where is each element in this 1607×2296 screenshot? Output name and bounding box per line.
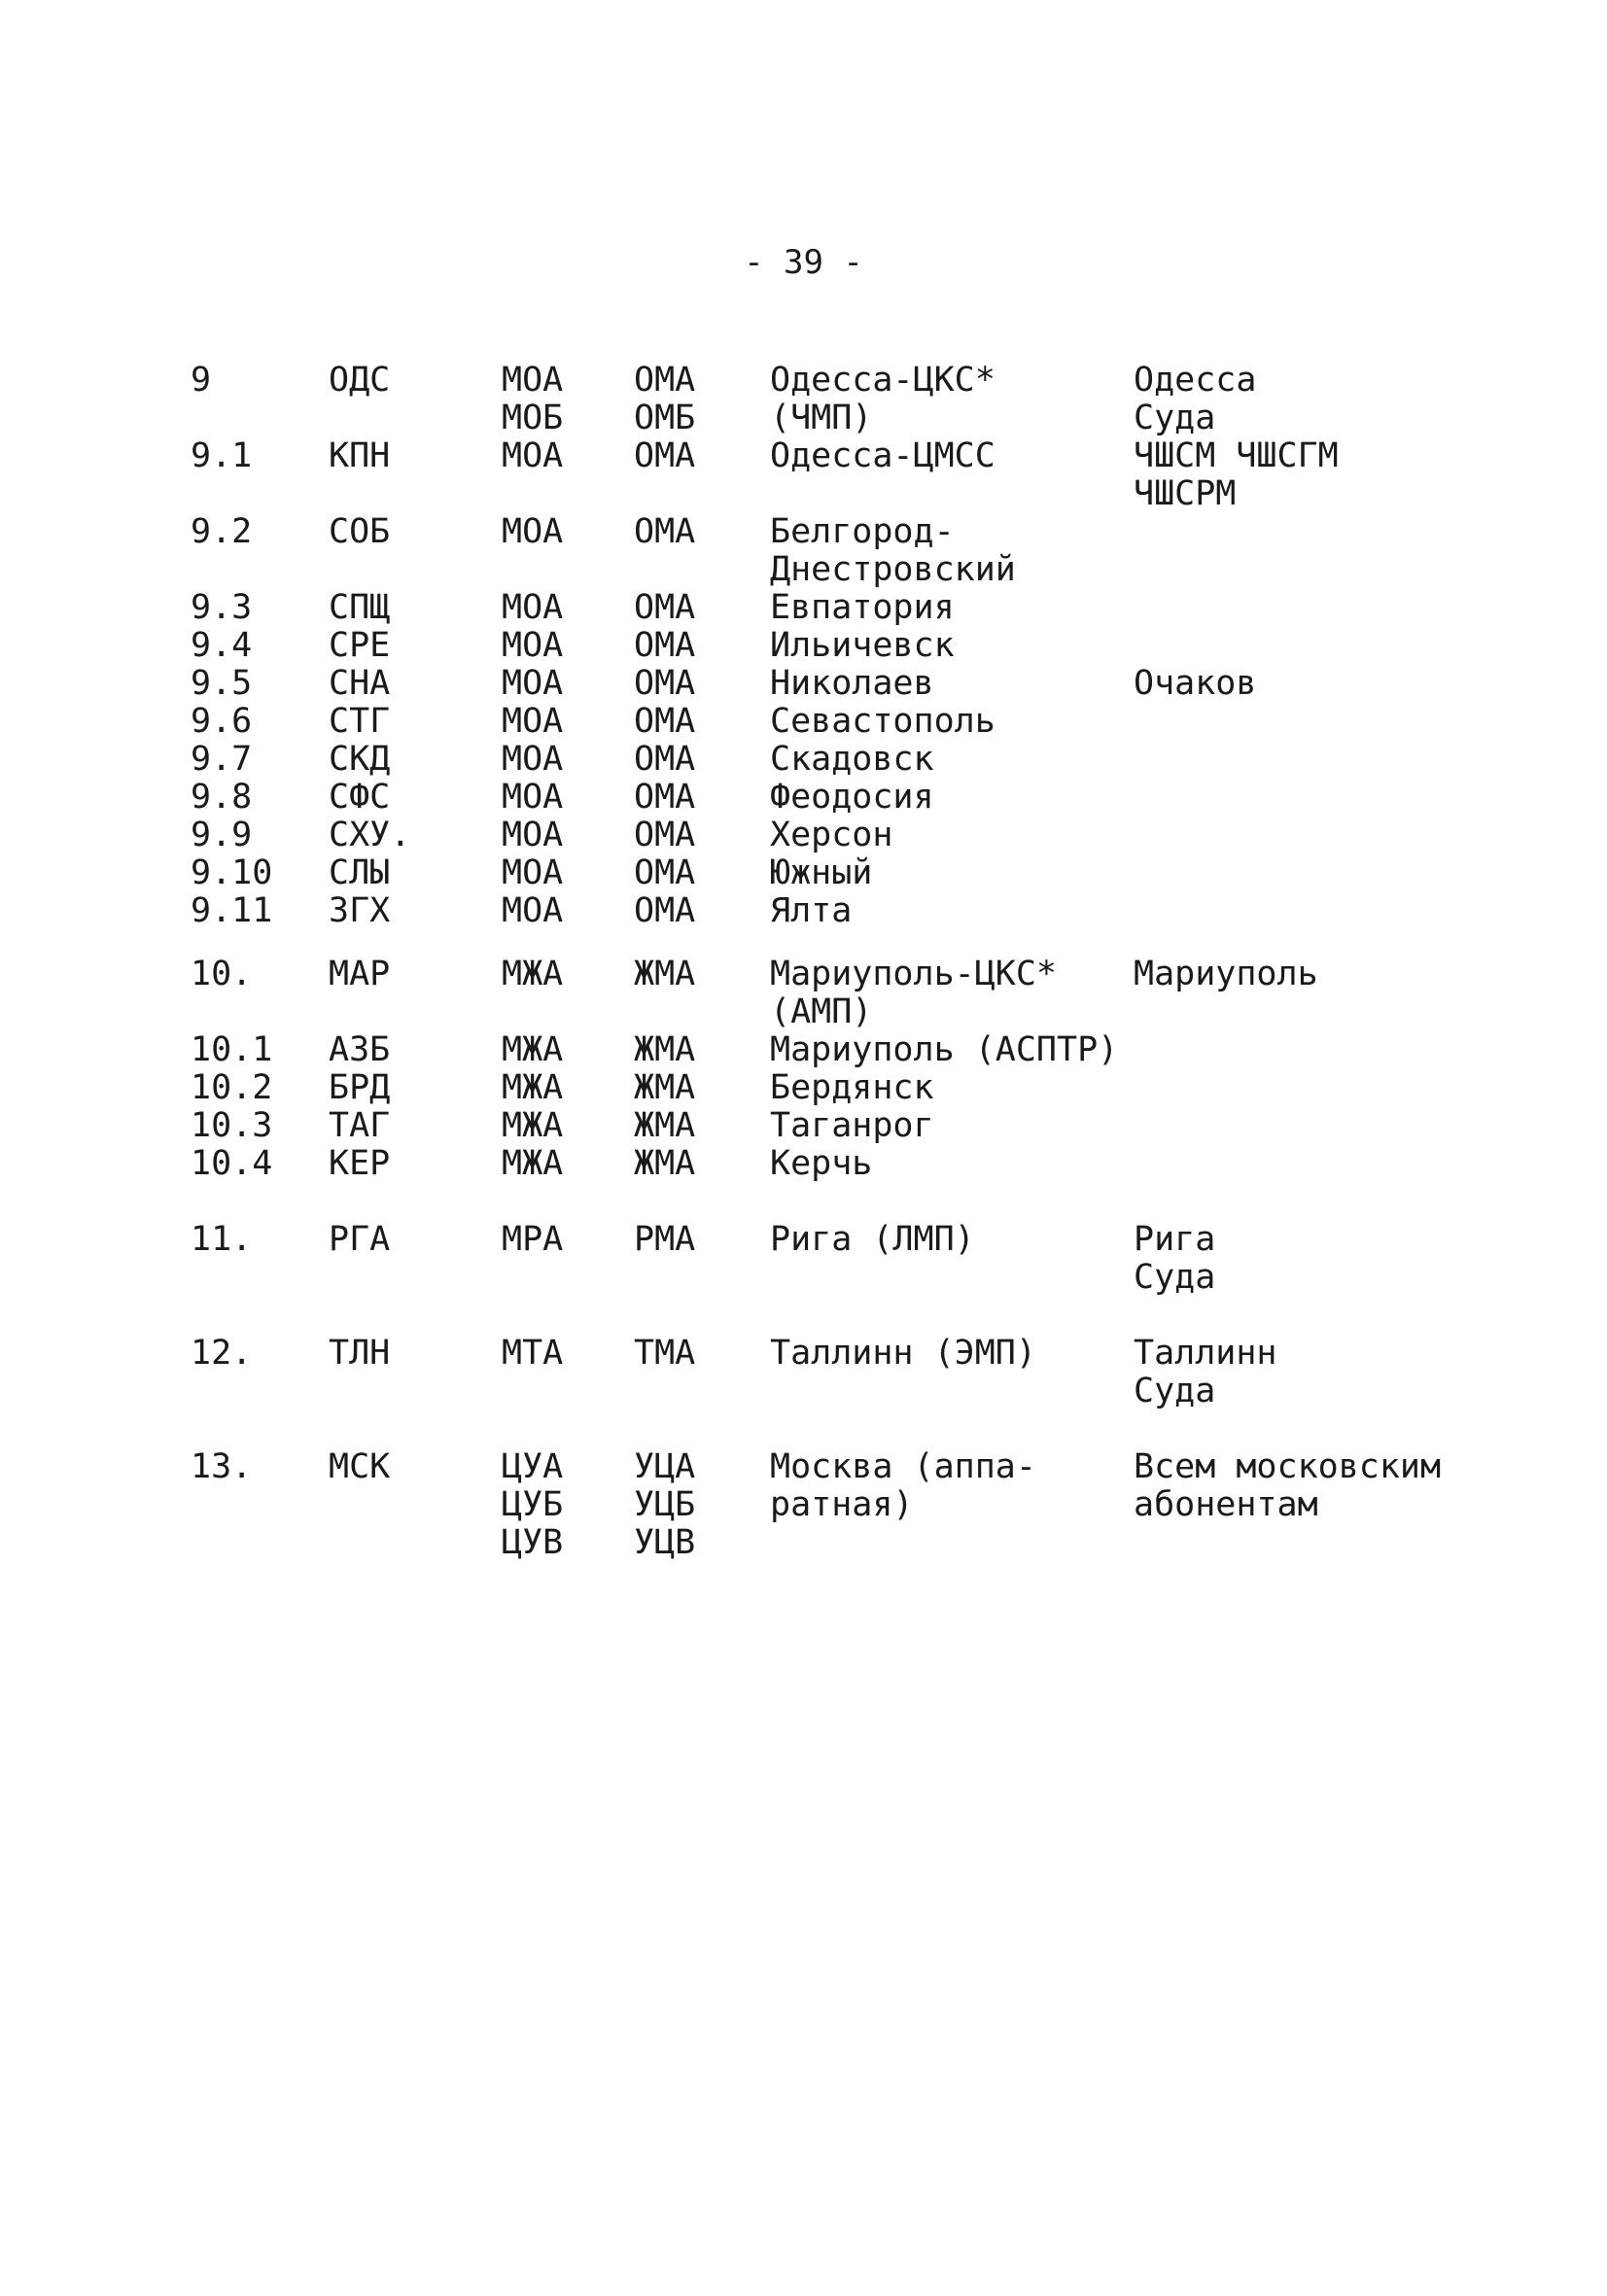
station-name-line: Южный xyxy=(770,853,873,892)
destination-line: ЧШСРМ xyxy=(1134,474,1237,513)
call-sign-2-line: ОМА xyxy=(634,891,696,930)
station-table xyxy=(0,362,1607,1562)
station-name xyxy=(770,741,934,779)
destination-line: абонентам xyxy=(1134,1485,1318,1524)
station-name-line: Днестровский xyxy=(770,550,1016,589)
table-row xyxy=(0,1107,1607,1145)
call-sign-2 xyxy=(634,1221,695,1259)
call-sign-1 xyxy=(502,362,563,437)
item-number: 9.8 xyxy=(191,778,253,817)
item-number: 10.1 xyxy=(191,1030,273,1069)
call-sign-2-line: ОМА xyxy=(634,512,696,551)
call-sign-2 xyxy=(634,665,695,703)
item-number: 9.11 xyxy=(191,891,273,930)
destination-line: Всем московским xyxy=(1134,1447,1442,1486)
call-sign-1-line: МТА xyxy=(502,1334,564,1373)
station-name xyxy=(770,1221,975,1259)
item-number: 9.1 xyxy=(191,436,253,475)
station-name xyxy=(770,854,872,892)
station-name-line: Ильичевск xyxy=(770,626,955,665)
table-row xyxy=(0,1031,1607,1069)
station-name-line: Ялта xyxy=(770,891,853,930)
call-sign-1-line: МОА xyxy=(502,702,564,741)
call-sign-2 xyxy=(634,589,695,627)
item-number: 12. xyxy=(191,1334,253,1373)
station-name-line: Мариуполь-ЦКС* xyxy=(770,955,1058,993)
table-row xyxy=(0,1145,1607,1183)
call-sign-1 xyxy=(502,1145,563,1183)
table-row xyxy=(0,1221,1607,1297)
station-name xyxy=(770,1145,872,1183)
station-name-line: Одесса-ЦКС* xyxy=(770,361,996,400)
station-name xyxy=(770,362,996,437)
station-name xyxy=(770,437,996,475)
destination xyxy=(1134,956,1318,993)
call-sign-2-line: ОМБ xyxy=(634,399,696,437)
item-number: 9 xyxy=(191,361,212,400)
item-number: 9.7 xyxy=(191,740,253,779)
call-sign-2 xyxy=(634,627,695,665)
station-name xyxy=(770,665,934,703)
destination-line: Суда xyxy=(1134,1258,1216,1297)
call-sign-1-line: МЖА xyxy=(502,1068,564,1107)
call-sign-1-line: ЦУА xyxy=(502,1447,564,1486)
station-code: ЗГХ xyxy=(329,891,391,930)
table-row xyxy=(0,513,1607,589)
call-sign-1 xyxy=(502,956,563,993)
call-sign-1 xyxy=(502,854,563,892)
call-sign-2 xyxy=(634,1069,695,1107)
station-code: СРЕ xyxy=(329,626,391,665)
call-sign-1-line: МЖА xyxy=(502,955,564,993)
table-row xyxy=(0,437,1607,513)
station-code: СТГ xyxy=(329,702,391,741)
call-sign-2 xyxy=(634,1335,695,1373)
destination-line: Одесса xyxy=(1134,361,1257,400)
table-row xyxy=(0,627,1607,665)
call-sign-1 xyxy=(502,892,563,930)
call-sign-1-line: МОА xyxy=(502,361,564,400)
station-name-line: Николаев xyxy=(770,664,934,703)
destination xyxy=(1134,665,1256,703)
station-name xyxy=(770,1448,1036,1524)
call-sign-1-line: МЖА xyxy=(502,1144,564,1183)
destination-line: Таллинн xyxy=(1134,1334,1277,1373)
station-name xyxy=(770,1069,934,1107)
call-sign-2-line: ТМА xyxy=(634,1334,696,1373)
call-sign-1 xyxy=(502,703,563,741)
call-sign-1 xyxy=(502,741,563,779)
call-sign-1 xyxy=(502,589,563,627)
station-name xyxy=(770,1107,934,1145)
call-sign-2 xyxy=(634,1448,695,1562)
call-sign-2-line: ОМА xyxy=(634,626,696,665)
item-number: 10.2 xyxy=(191,1068,273,1107)
station-name xyxy=(770,779,934,817)
call-sign-1 xyxy=(502,627,563,665)
table-row xyxy=(0,854,1607,892)
table-row xyxy=(0,817,1607,854)
station-name xyxy=(770,589,955,627)
call-sign-1-line: МОА xyxy=(502,740,564,779)
table-row xyxy=(0,362,1607,437)
station-code: СПЩ xyxy=(329,588,391,627)
station-code: КПН xyxy=(329,436,391,475)
call-sign-1 xyxy=(502,513,563,551)
destination xyxy=(1134,437,1339,513)
call-sign-1-line: МОА xyxy=(502,626,564,665)
destination-line: Очаков xyxy=(1134,664,1257,703)
destination xyxy=(1134,1335,1277,1410)
destination-line: Суда xyxy=(1134,399,1216,437)
call-sign-1-line: МОА xyxy=(502,588,564,627)
call-sign-2-line: ОМА xyxy=(634,853,696,892)
call-sign-2-line: ЖМА xyxy=(634,1144,696,1183)
table-row xyxy=(0,956,1607,1031)
station-code: СОБ xyxy=(329,512,391,551)
station-name xyxy=(770,703,996,741)
item-number: 10.3 xyxy=(191,1106,273,1145)
item-number: 9.4 xyxy=(191,626,253,665)
page-number: - 39 - xyxy=(744,243,863,282)
call-sign-1 xyxy=(502,1448,563,1562)
call-sign-2-line: ЖМА xyxy=(634,955,696,993)
table-row xyxy=(0,589,1607,627)
call-sign-1 xyxy=(502,1069,563,1107)
call-sign-1 xyxy=(502,817,563,854)
call-sign-2 xyxy=(634,779,695,817)
item-number: 11. xyxy=(191,1220,253,1259)
call-sign-2-line: УЦБ xyxy=(634,1485,696,1524)
call-sign-1 xyxy=(502,779,563,817)
table-row xyxy=(0,1335,1607,1410)
station-name-line: Москва (аппа- xyxy=(770,1447,1036,1486)
station-name xyxy=(770,817,892,854)
station-code: КЕР xyxy=(329,1144,391,1183)
item-number: 13. xyxy=(191,1447,253,1486)
call-sign-2-line: ОМА xyxy=(634,436,696,475)
call-sign-1-line: МРА xyxy=(502,1220,564,1259)
station-name-line: Рига (ЛМП) xyxy=(770,1220,975,1259)
call-sign-2-line: РМА xyxy=(634,1220,696,1259)
station-name-line: (АМП) xyxy=(770,992,873,1031)
station-code: АЗБ xyxy=(329,1030,391,1069)
call-sign-2-line: ОМА xyxy=(634,361,696,400)
call-sign-2 xyxy=(634,854,695,892)
station-code: БРД xyxy=(329,1068,391,1107)
item-number: 9.5 xyxy=(191,664,253,703)
station-code: ТЛН xyxy=(329,1334,391,1373)
call-sign-1-line: МОА xyxy=(502,512,564,551)
table-row xyxy=(0,665,1607,703)
station-name xyxy=(770,956,1057,1031)
call-sign-2-line: УЦВ xyxy=(634,1523,696,1562)
call-sign-2-line: ОМА xyxy=(634,740,696,779)
call-sign-1-line: ЦУБ xyxy=(502,1485,564,1524)
call-sign-2 xyxy=(634,956,695,993)
station-code: РГА xyxy=(329,1220,391,1259)
destination-line: Суда xyxy=(1134,1372,1216,1410)
station-code: СХУ. xyxy=(329,816,411,854)
call-sign-2 xyxy=(634,1031,695,1069)
station-name xyxy=(770,1031,1118,1069)
station-code: СФС xyxy=(329,778,391,817)
call-sign-2-line: ЖМА xyxy=(634,1068,696,1107)
station-name-line: Феодосия xyxy=(770,778,934,817)
destination-line: Мариуполь xyxy=(1134,955,1318,993)
call-sign-1-line: МОА xyxy=(502,891,564,930)
station-code: СЛЫ xyxy=(329,853,391,892)
call-sign-2 xyxy=(634,741,695,779)
item-number: 10. xyxy=(191,955,253,993)
station-name-line: (ЧМП) xyxy=(770,399,873,437)
station-name-line: Евпатория xyxy=(770,588,955,627)
call-sign-1 xyxy=(502,437,563,475)
table-row xyxy=(0,1448,1607,1562)
call-sign-2-line: ОМА xyxy=(634,588,696,627)
call-sign-1 xyxy=(502,1221,563,1259)
call-sign-2 xyxy=(634,1107,695,1145)
call-sign-2-line: УЦА xyxy=(634,1447,696,1486)
station-name-line: ратная) xyxy=(770,1485,914,1524)
item-number: 9.3 xyxy=(191,588,253,627)
station-code: МАР xyxy=(329,955,391,993)
station-name-line: Скадовск xyxy=(770,740,934,779)
call-sign-2 xyxy=(634,817,695,854)
table-row xyxy=(0,741,1607,779)
station-name-line: Керчь xyxy=(770,1144,873,1183)
call-sign-1-line: МОА xyxy=(502,664,564,703)
table-row xyxy=(0,779,1607,817)
station-name-line: Одесса-ЦМСС xyxy=(770,436,996,475)
station-name xyxy=(770,513,1016,589)
item-number: 9.10 xyxy=(191,853,273,892)
call-sign-1-line: МЖА xyxy=(502,1106,564,1145)
table-row xyxy=(0,1069,1607,1107)
call-sign-2 xyxy=(634,1145,695,1183)
call-sign-2 xyxy=(634,513,695,551)
table-row xyxy=(0,703,1607,741)
station-code: СКД xyxy=(329,740,391,779)
call-sign-2 xyxy=(634,437,695,475)
destination-line: Рига xyxy=(1134,1220,1216,1259)
table-row xyxy=(0,892,1607,930)
call-sign-1-line: МЖА xyxy=(502,1030,564,1069)
call-sign-1-line: МОБ xyxy=(502,399,564,437)
station-name-line: Севастополь xyxy=(770,702,996,741)
station-name-line: Бердянск xyxy=(770,1068,934,1107)
call-sign-2-line: ОМА xyxy=(634,778,696,817)
station-name-line: Белгород- xyxy=(770,512,955,551)
call-sign-1 xyxy=(502,1335,563,1373)
station-name-line: Таганрог xyxy=(770,1106,934,1145)
call-sign-2-line: ЖМА xyxy=(634,1030,696,1069)
station-code: МСК xyxy=(329,1447,391,1486)
station-name xyxy=(770,892,852,930)
call-sign-2-line: ОМА xyxy=(634,816,696,854)
item-number: 10.4 xyxy=(191,1144,273,1183)
item-number: 9.9 xyxy=(191,816,253,854)
call-sign-1-line: МОА xyxy=(502,816,564,854)
station-code: ОДС xyxy=(329,361,391,400)
station-code: ТАГ xyxy=(329,1106,391,1145)
call-sign-1 xyxy=(502,665,563,703)
call-sign-2-line: ОМА xyxy=(634,664,696,703)
call-sign-2 xyxy=(634,703,695,741)
call-sign-1-line: МОА xyxy=(502,853,564,892)
call-sign-1 xyxy=(502,1031,563,1069)
call-sign-1-line: МОА xyxy=(502,778,564,817)
station-name-line: Мариуполь (АСПТР) xyxy=(770,1030,1119,1069)
destination xyxy=(1134,362,1256,437)
destination xyxy=(1134,1221,1215,1297)
station-name xyxy=(770,1335,1036,1373)
destination xyxy=(1134,1448,1441,1524)
call-sign-2-line: ОМА xyxy=(634,702,696,741)
station-code: СНА xyxy=(329,664,391,703)
call-sign-2 xyxy=(634,892,695,930)
call-sign-2 xyxy=(634,362,695,437)
call-sign-1-line: ЦУВ xyxy=(502,1523,564,1562)
call-sign-2-line: ЖМА xyxy=(634,1106,696,1145)
station-name-line: Таллинн (ЭМП) xyxy=(770,1334,1036,1373)
item-number: 9.6 xyxy=(191,702,253,741)
item-number: 9.2 xyxy=(191,512,253,551)
call-sign-1 xyxy=(502,1107,563,1145)
station-name-line: Херсон xyxy=(770,816,893,854)
call-sign-1-line: МОА xyxy=(502,436,564,475)
station-name xyxy=(770,627,955,665)
destination-line: ЧШСМ ЧШСГМ xyxy=(1134,436,1339,475)
